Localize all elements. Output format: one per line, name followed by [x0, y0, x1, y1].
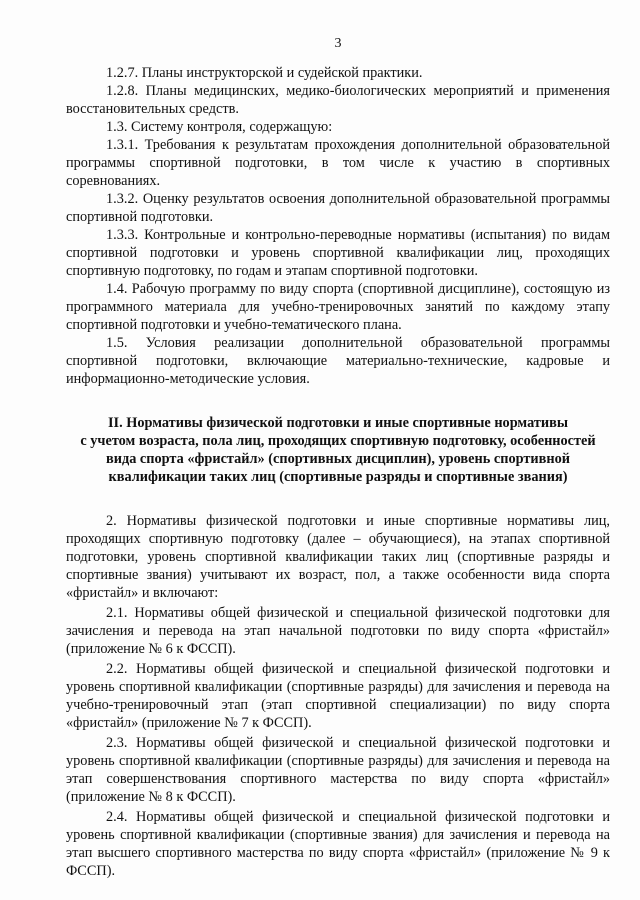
section-heading-line: II. Нормативы физической подготовки и иные спортивные нормативы [107, 415, 568, 431]
section-heading-line: квалификации таких лиц (спортивные разряды и спортивные звания) [108, 469, 568, 485]
paragraph-1-3-3: 1.3.3. Контрольные и контрольно-переводные нормативы (испытания) по видам спортивной подготовки и уровень спортивной квалификации лиц, проходящих спортивную подготовку, по годам и этапам спортивной подготовки. [66, 227, 610, 279]
paragraph-1-3-1: 1.3.1. Требования к результатам прохождения дополнительной образовательной программы спортивной подготовки, в том числе к участию в спортивных соревнованиях. [66, 137, 610, 189]
paragraph-1-2-8: 1.2.8. Планы медицинских, медико-биологических мероприятий и применения восстановительных средств. [66, 83, 610, 117]
paragraph-1-5: 1.5. Условия реализации дополнительной образовательной программы спортивной подготовки, включающие материально-технические, кадровые и информационно-методические условия. [66, 335, 610, 387]
section-heading-line: вида спорта «фристайл» (спортивных дисциплин), уровень спортивной [106, 451, 570, 467]
paragraph-2-4: 2.4. Нормативы общей физической и специальной физической подготовки и уровень спортивной квалификации (спортивные звания) для зачисления и перевода на этап высшего спортивного мастерства по виду спорта «фристайл» (приложение № 9 к ФССП). [66, 809, 610, 879]
paragraph-2: 2. Нормативы физической подготовки и иные спортивные нормативы лиц, проходящих спортивную подготовку (далее – обучающиеся), на этапах спортивной подготовки, уровень спортивной квалификации таких лиц (спортивные разряды и спортивные звания) учитывают их возраст, пол, а также особенности вида спорта «фристайл» и включают: [66, 513, 610, 601]
paragraph-1-3: 1.3. Систему контроля, содержащую: [106, 119, 333, 135]
paragraph-1-3-2: 1.3.2. Оценку результатов освоения дополнительной образовательной программы спортивной подготовки. [66, 191, 610, 225]
page-number: 3 [334, 36, 342, 51]
section-heading [66, 414, 610, 486]
paragraph-2-2: 2.2. Нормативы общей физической и специальной физической подготовки и уровень спортивной квалификации (спортивные разряды) для зачисления и перевода на учебно-тренировочный этап (этап спортивной специализации) по виду спорта «фристайл» (приложение № 7 к ФССП). [66, 661, 610, 731]
paragraph-2-1: 2.1. Нормативы общей физической и специальной физической подготовки для зачисления и перевода на этап начальной подготовки по виду спорта «фристайл» (приложение № 6 к ФССП). [66, 605, 610, 657]
paragraph-1-2-7: 1.2.7. Планы инструкторской и судейской практики. [106, 65, 423, 81]
section-heading-line: с учетом возраста, пола лиц, проходящих спортивную подготовку, особенностей [80, 433, 596, 449]
paragraph-2-3: 2.3. Нормативы общей физической и специальной физической подготовки и уровень спортивной квалификации (спортивные разряды) для зачисления и перевода на этап совершенствования спортивного мастерства по виду спорта «фристайл» (приложение № 8 к ФССП). [66, 735, 610, 805]
paragraph-1-4: 1.4. Рабочую программу по виду спорта (спортивной дисциплине), состоящую из программного материала для учебно-тренировочных занятий по каждому этапу спортивной подготовки и учебно-тематического плана. [66, 281, 610, 333]
